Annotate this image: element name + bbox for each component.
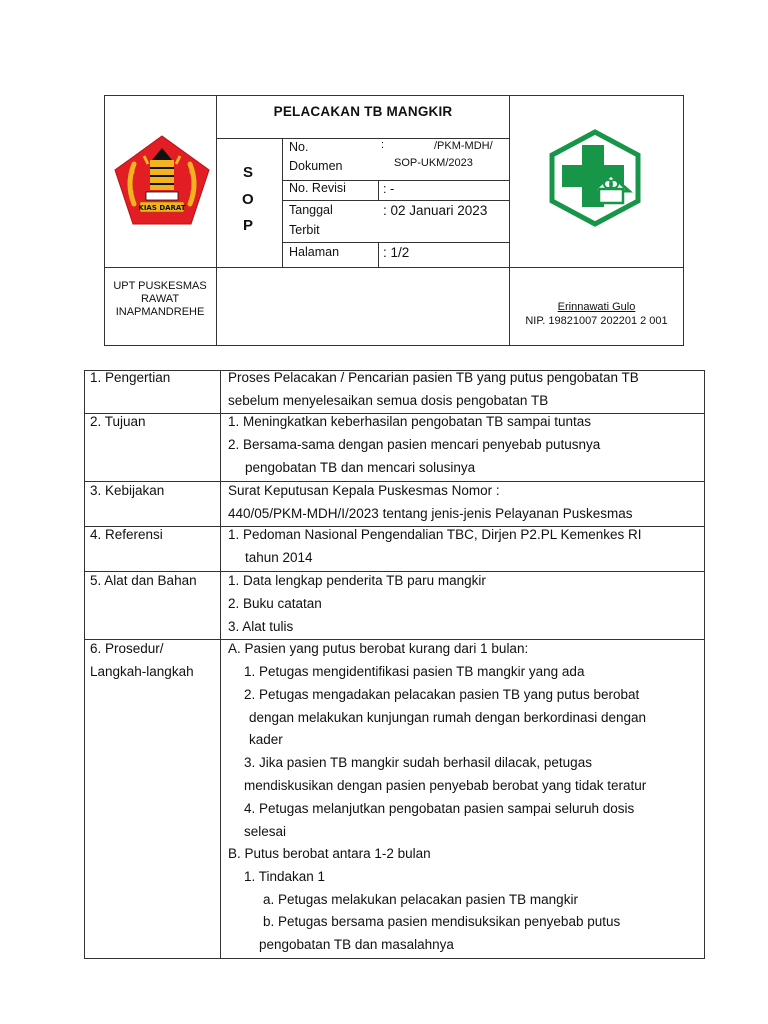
no-revisi-value: : - — [383, 182, 395, 196]
alat-line-2: 2. Buku catatan — [228, 596, 322, 611]
kebijakan-line-2: 440/05/PKM-MDH/I/2023 tentang jenis-jenis Pelayanan Puskesmas — [228, 506, 633, 521]
prosedur-line-1: A. Pasien yang putus berobat kurang dari 1 bulan: — [228, 641, 529, 656]
field-col-divider-1 — [378, 180, 379, 200]
prosedur-line-9: selesai — [244, 824, 287, 839]
sop-letter-p: P — [243, 217, 254, 234]
tanggal-value: : 02 Januari 2023 — [383, 203, 488, 218]
tanggal-label-2: Terbit — [289, 223, 320, 237]
row-label-tujuan: 2. Tujuan — [90, 414, 146, 429]
header-divider-left — [216, 95, 217, 346]
no-dokumen-value-1: /PKM-MDH/ — [434, 140, 493, 152]
org-name-line-1: UPT PUSKESMAS — [113, 280, 207, 292]
signer-nip: NIP. 19821007 202201 2 001 — [525, 315, 668, 327]
header-divider-sop — [282, 138, 283, 268]
prosedur-line-13: b. Petugas bersama pasien mendisuksikan penyebab putus — [263, 914, 621, 929]
prosedur-line-3: 2. Petugas mengadakan pelacakan pasien TB yang putus berobat — [244, 687, 640, 702]
prosedur-line-7: mendiskusikan dengan pasien penyebab berobat yang tidak teratur — [244, 778, 647, 793]
header-title-underline — [216, 138, 510, 139]
prosedur-line-14: pengobatan TB dan masalahnya — [259, 937, 454, 952]
prosedur-line-8: 4. Petugas melanjutkan pengobatan pasien sampai seluruh dosis — [244, 801, 635, 816]
row-label-prosedur-2: Langkah-langkah — [90, 664, 194, 679]
no-dokumen-label-1: No. — [289, 140, 309, 154]
puskesmas-logo — [545, 129, 645, 227]
row-label-alat-bahan: 5. Alat dan Bahan — [90, 573, 197, 588]
no-revisi-label: No. Revisi — [289, 181, 346, 195]
tujuan-line-1: 1. Meningkatkan keberhasilan pengobatan TB sampai tuntas — [228, 414, 591, 429]
prosedur-line-11: 1. Tindakan 1 — [244, 869, 326, 884]
field-col-divider-2 — [378, 242, 379, 268]
row-label-kebijakan: 3. Kebijakan — [90, 483, 165, 498]
header-row-divider — [104, 267, 684, 268]
row-label-referensi: 4. Referensi — [90, 527, 163, 542]
kebijakan-line-1: Surat Keputusan Kepala Puskesmas Nomor : — [228, 483, 500, 498]
sop-letter-s: S — [243, 164, 254, 181]
field-divider-2 — [282, 200, 510, 201]
pengertian-line-2: sebelum menyelesaikan semua dosis pengobatan TB — [228, 393, 549, 408]
org-name-line-3: INAPMANDREHE — [115, 306, 205, 318]
referensi-line-2: tahun 2014 — [245, 550, 313, 565]
tanggal-label-1: Tanggal — [289, 203, 333, 217]
no-dokumen-value-2: SOP-UKM/2023 — [394, 157, 473, 169]
regional-emblem-logo — [112, 134, 212, 226]
sop-letter-o: O — [242, 191, 254, 208]
field-divider-3 — [282, 242, 510, 243]
table-column-divider — [220, 370, 221, 959]
no-dokumen-colon: : — [381, 139, 385, 151]
halaman-label: Halaman — [289, 245, 340, 259]
prosedur-line-4: dengan melakukan kunjungan rumah dengan berkordinasi dengan — [249, 710, 647, 725]
pengertian-line-1: Proses Pelacakan / Pencarian pasien TB yang putus pengobatan TB — [228, 370, 639, 385]
prosedur-line-2: 1. Petugas mengidentifikasi pasien TB mangkir yang ada — [244, 664, 585, 679]
tujuan-line-3: pengobatan TB dan mencari solusinya — [245, 460, 476, 475]
document-title: PELACAKAN TB MANGKIR — [273, 104, 453, 119]
row-label-pengertian: 1. Pengertian — [90, 370, 171, 385]
prosedur-line-6: 3. Jika pasien TB mangkir sudah berhasil dilacak, petugas — [244, 755, 592, 770]
halaman-value: : 1/2 — [383, 245, 410, 260]
svg-text:KIAS DARAT: KIAS DARAT — [138, 204, 186, 212]
row-label-prosedur-1: 6. Prosedur/ — [90, 641, 164, 656]
signer-name: Erinnawati Gulo — [557, 301, 636, 313]
org-name-line-2: RAWAT — [140, 293, 180, 305]
alat-line-1: 1. Data lengkap penderita TB paru mangkir — [228, 573, 486, 588]
tujuan-line-2: 2. Bersama-sama dengan pasien mencari penyebab putusnya — [228, 437, 601, 452]
alat-line-3: 3. Alat tulis — [228, 619, 294, 634]
referensi-line-1: 1. Pedoman Nasional Pengendalian TBC, Dirjen P2.PL Kemenkes RI — [228, 527, 642, 542]
no-dokumen-label-2: Dokumen — [289, 159, 343, 173]
prosedur-line-12: a. Petugas melakukan pelacakan pasien TB mangkir — [263, 892, 578, 907]
prosedur-line-5: kader — [249, 732, 283, 747]
prosedur-line-10: B. Putus berobat antara 1-2 bulan — [228, 846, 431, 861]
